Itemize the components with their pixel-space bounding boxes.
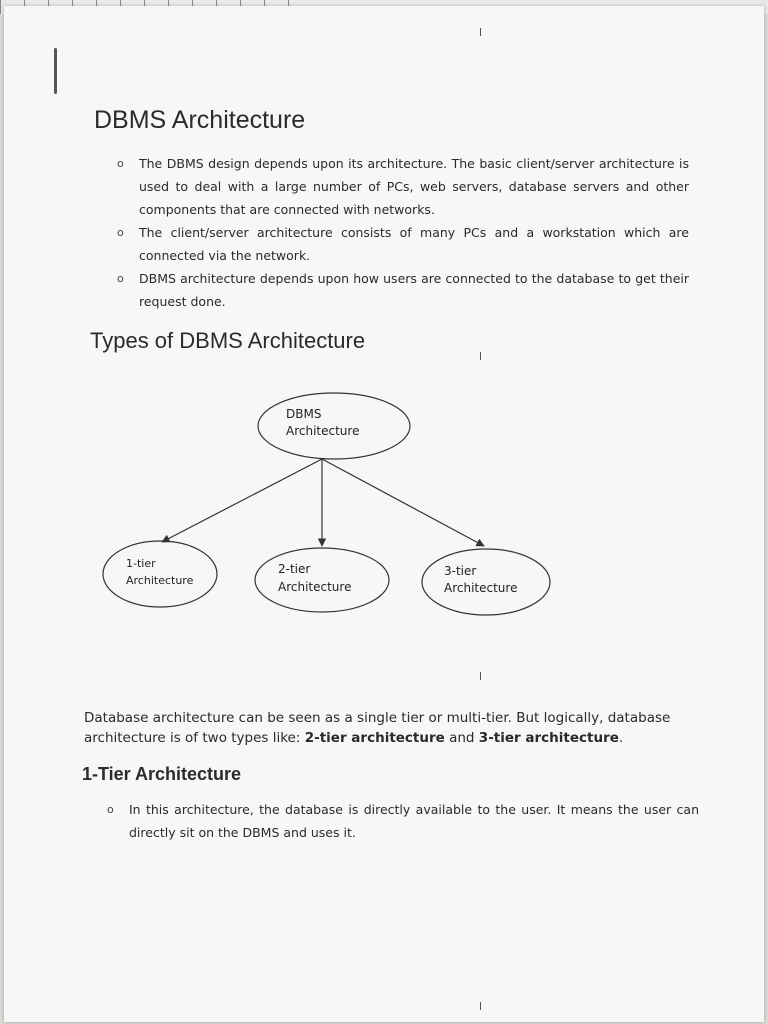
node-2-tier-line2: Architecture — [278, 580, 352, 594]
heading-1-tier-architecture: 1-Tier Architecture — [82, 764, 242, 784]
node-2-tier-line1: 2-tier — [278, 562, 311, 576]
bullet-icon: o — [107, 803, 114, 816]
bullet-icon: o — [117, 272, 124, 285]
root-node-line1: DBMS — [286, 407, 322, 421]
scan-mark — [480, 1002, 481, 1010]
heading-dbms-architecture: DBMS Architecture — [94, 106, 306, 134]
node-1-tier-line2: Architecture — [126, 574, 194, 587]
node-3-tier-line1: 3-tier — [444, 564, 477, 578]
one-tier-bullet-list — [107, 798, 699, 844]
node-1-tier-line1: 1-tier — [126, 557, 156, 570]
tier-overview-paragraph: Database architecture can be seen as a single tier or multi-tier. But logically, database architecture is of two types like: 2-tier architecture and 3-tier architecture. — [84, 710, 671, 746]
bold-term: 2-tier architecture — [304, 730, 445, 746]
document-page — [4, 6, 764, 1022]
architecture-tree-diagram — [94, 386, 574, 626]
list-item: o The client/server architecture consists of many PCs and a workstation which are connected via the network. — [139, 221, 689, 267]
bold-term: 3-tier architecture — [478, 730, 619, 746]
heading-types-of-dbms-architecture: Types of DBMS Architecture — [90, 328, 366, 353]
pen-mark — [54, 48, 57, 94]
scan-mark — [480, 28, 481, 36]
list-item: o In this architecture, the database is directly available to the user. It means the user can directly sit on the DBMS and uses it. — [129, 798, 699, 844]
architecture-bullet-list — [117, 152, 689, 313]
root-node-line2: Architecture — [286, 424, 360, 438]
bullet-icon: o — [117, 157, 124, 170]
edge-to-3-tier — [322, 459, 484, 546]
scan-mark — [480, 672, 481, 680]
node-3-tier-line2: Architecture — [444, 581, 518, 595]
edge-to-1-tier — [162, 459, 322, 542]
list-item: o DBMS architecture depends upon how users are connected to the database to get their request done. — [139, 267, 689, 313]
list-item: o The DBMS design depends upon its architecture. The basic client/server architecture is used to deal with a large number of PCs, web servers, database servers and other components that are connected with networks. — [139, 152, 689, 221]
scan-mark — [480, 352, 481, 360]
bullet-icon: o — [117, 226, 124, 239]
